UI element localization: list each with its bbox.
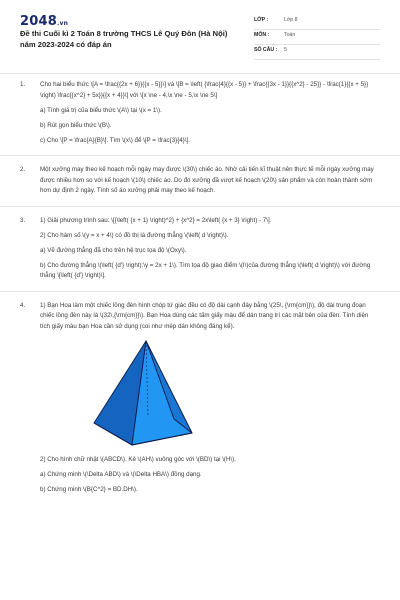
question-divider bbox=[0, 206, 400, 207]
question-part-a: a) Tính giá trị của biểu thức \(A\) tại \(x = 1\). bbox=[40, 106, 162, 114]
question-4 bbox=[20, 301, 380, 496]
meta-value-class: Lớp 8 bbox=[284, 17, 298, 23]
logo-text: 2048 bbox=[20, 14, 57, 29]
site-logo[interactable] bbox=[20, 14, 68, 29]
question-part-2: 2) Cho hình chữ nhật \(ABCD\). Kẻ \(AH\) vuông góc với \(BD\) tại \(H\). bbox=[40, 455, 236, 463]
question-text: Cho hai biểu thức \[A = \frac{{2x + 6}}{{x - 5}}\] và \[B = \left( {\frac{4}{{x - 5}} + \frac{{3x - 1}}{{x^2} - 25}} - \frac{1}{{x + 5}} \right) \frac{{x^2} + 5x}}{{x + 4}}\] với \[x \ne - 4,\x \ne - 5,\x \ne 5\] bbox=[40, 81, 369, 99]
question-divider bbox=[0, 155, 400, 156]
meta-row-question-count bbox=[254, 45, 380, 60]
meta-value-subject: Toán bbox=[284, 32, 296, 38]
question-part-a: a) Chứng minh \(\Delta ABD\) và \(\Delta HBA\) đồng dạng. bbox=[40, 470, 202, 478]
meta-label-class: LỚP : bbox=[254, 17, 269, 23]
question-text: Một xưởng may theo kế hoạch mỗi ngày may được \(30\) chiếc áo. Nhờ cải tiến kĩ thuật nên thực tế mỗi ngày xưởng may được nhiều hơn so với kế hoạch \(10\) chiếc áo. Do đó xưởng đã vượt kế hoạch \(20\) sản phẩm và còn hoàn thành sớm hơn dự định 2 ngày. Tính số áo xưởng phải may theo kế hoạch. bbox=[40, 166, 374, 194]
meta-row-subject bbox=[254, 30, 380, 45]
question-1 bbox=[20, 80, 380, 146]
question-number: 2. bbox=[20, 166, 26, 173]
question-part-b: b) Chứng minh \(B{C^2} = BD.DH\). bbox=[40, 485, 138, 493]
logo-domain: .vn bbox=[56, 20, 69, 27]
header-divider bbox=[0, 73, 400, 74]
question-part-b: b) Cho đường thẳng \(\left( {d'} \right):\y = 2x + 1\). Tìm tọa độ giao điểm \(I\)của đường thẳng \(\left( d \right)\) với đường thẳng \[\left( {d'} \right)\]. bbox=[40, 261, 371, 279]
question-divider bbox=[0, 291, 400, 292]
question-number: 3. bbox=[20, 216, 26, 224]
meta-label-subject: MÔN : bbox=[254, 32, 270, 38]
meta-row-class bbox=[254, 15, 380, 30]
question-part-b: b) Rút gọn biểu thức \(B\). bbox=[40, 121, 112, 129]
exam-title: Đề thi Cuối kì 2 Toán 8 trường THCS Lê Quý Đôn (Hà Nội) năm 2023-2024 có đáp án bbox=[20, 29, 228, 49]
question-list bbox=[20, 80, 380, 497]
question-3 bbox=[20, 216, 380, 282]
question-part-c: c) Cho \[P = \frac{A}{B}\]. Tìm \(x\) để \[P = \frac{3}{4}\]. bbox=[40, 136, 190, 144]
meta-value-question-count: 5 bbox=[284, 47, 287, 53]
question-2 bbox=[20, 165, 380, 197]
question-part-a: a) Vẽ đường thẳng đã cho trên hệ trục tọa độ \(Oxy\). bbox=[40, 246, 187, 254]
meta-label-question-count: SỐ CÂU : bbox=[254, 47, 278, 53]
question-number: 1. bbox=[20, 81, 26, 88]
page-header bbox=[0, 0, 400, 66]
question-number: 4. bbox=[20, 301, 26, 309]
square-pyramid-figure bbox=[88, 337, 208, 449]
exam-meta-table bbox=[254, 15, 380, 60]
question-part-1: 1) Bạn Hoa làm một chiếc lồng đèn hình chóp tứ giác đều có độ dài cạnh đáy bằng \(25\, {\rm{cm}}\), độ dài trung đoạn chiếc lồng đèn này là \(32\,{\rm{cm}}\). Bạn Hoa dùng các tấm giấy màu để dán trang trí các mặt bên của đèn. Tính diện tích giấy màu bạn Hoa cần sử dụng (coi như mép dán không đáng kể). bbox=[40, 301, 369, 330]
question-part-2: 2) Cho hàm số \(y = x + 4\) có đồ thị là đường thẳng \(\left( d \right)\). bbox=[40, 231, 229, 239]
question-part-1: 1) Giải phương trình sau: \[{\left( {x + 1} \right)^2} + {x^2} = 2x\left( {x + 3} \right) - 7\]. bbox=[40, 216, 272, 224]
